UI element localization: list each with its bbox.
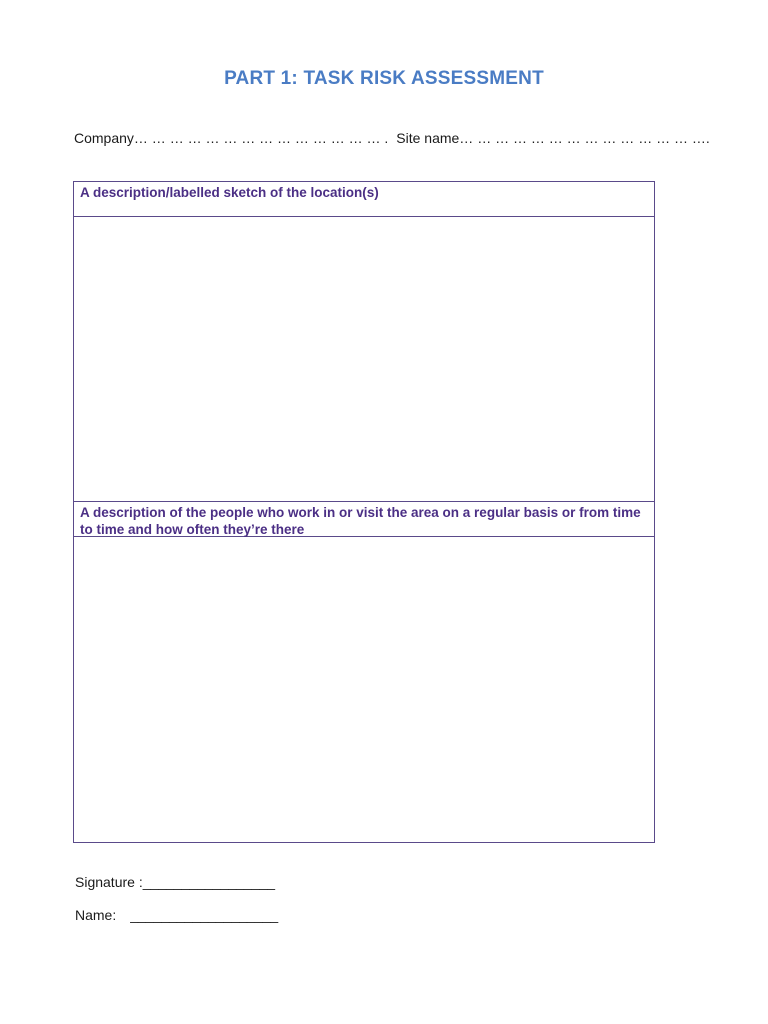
signature-label: Signature :	[75, 874, 143, 890]
company-site-line	[74, 130, 710, 146]
signature-field[interactable]: _________________	[142, 874, 276, 890]
name-field[interactable]: ___________________	[130, 907, 279, 923]
page-title: PART 1: TASK RISK ASSESSMENT	[224, 68, 544, 89]
signature-line	[75, 874, 275, 890]
people-description-field[interactable]	[74, 537, 654, 842]
location-description-heading: A description/labelled sketch of the location(s)	[74, 182, 654, 217]
location-description-field[interactable]	[74, 217, 654, 502]
company-field-label: Company… … … … … … … … … … … … … … .	[74, 130, 389, 146]
site-name-field-label: Site name… … … … … … … … … … … … … ….	[396, 130, 710, 146]
assessment-table	[73, 181, 655, 843]
people-description-heading: A description of the people who work in or visit the area on a regular basis or from time to time and how often they’re there	[74, 502, 654, 537]
name-line	[75, 907, 278, 923]
name-label: Name:	[75, 907, 117, 923]
